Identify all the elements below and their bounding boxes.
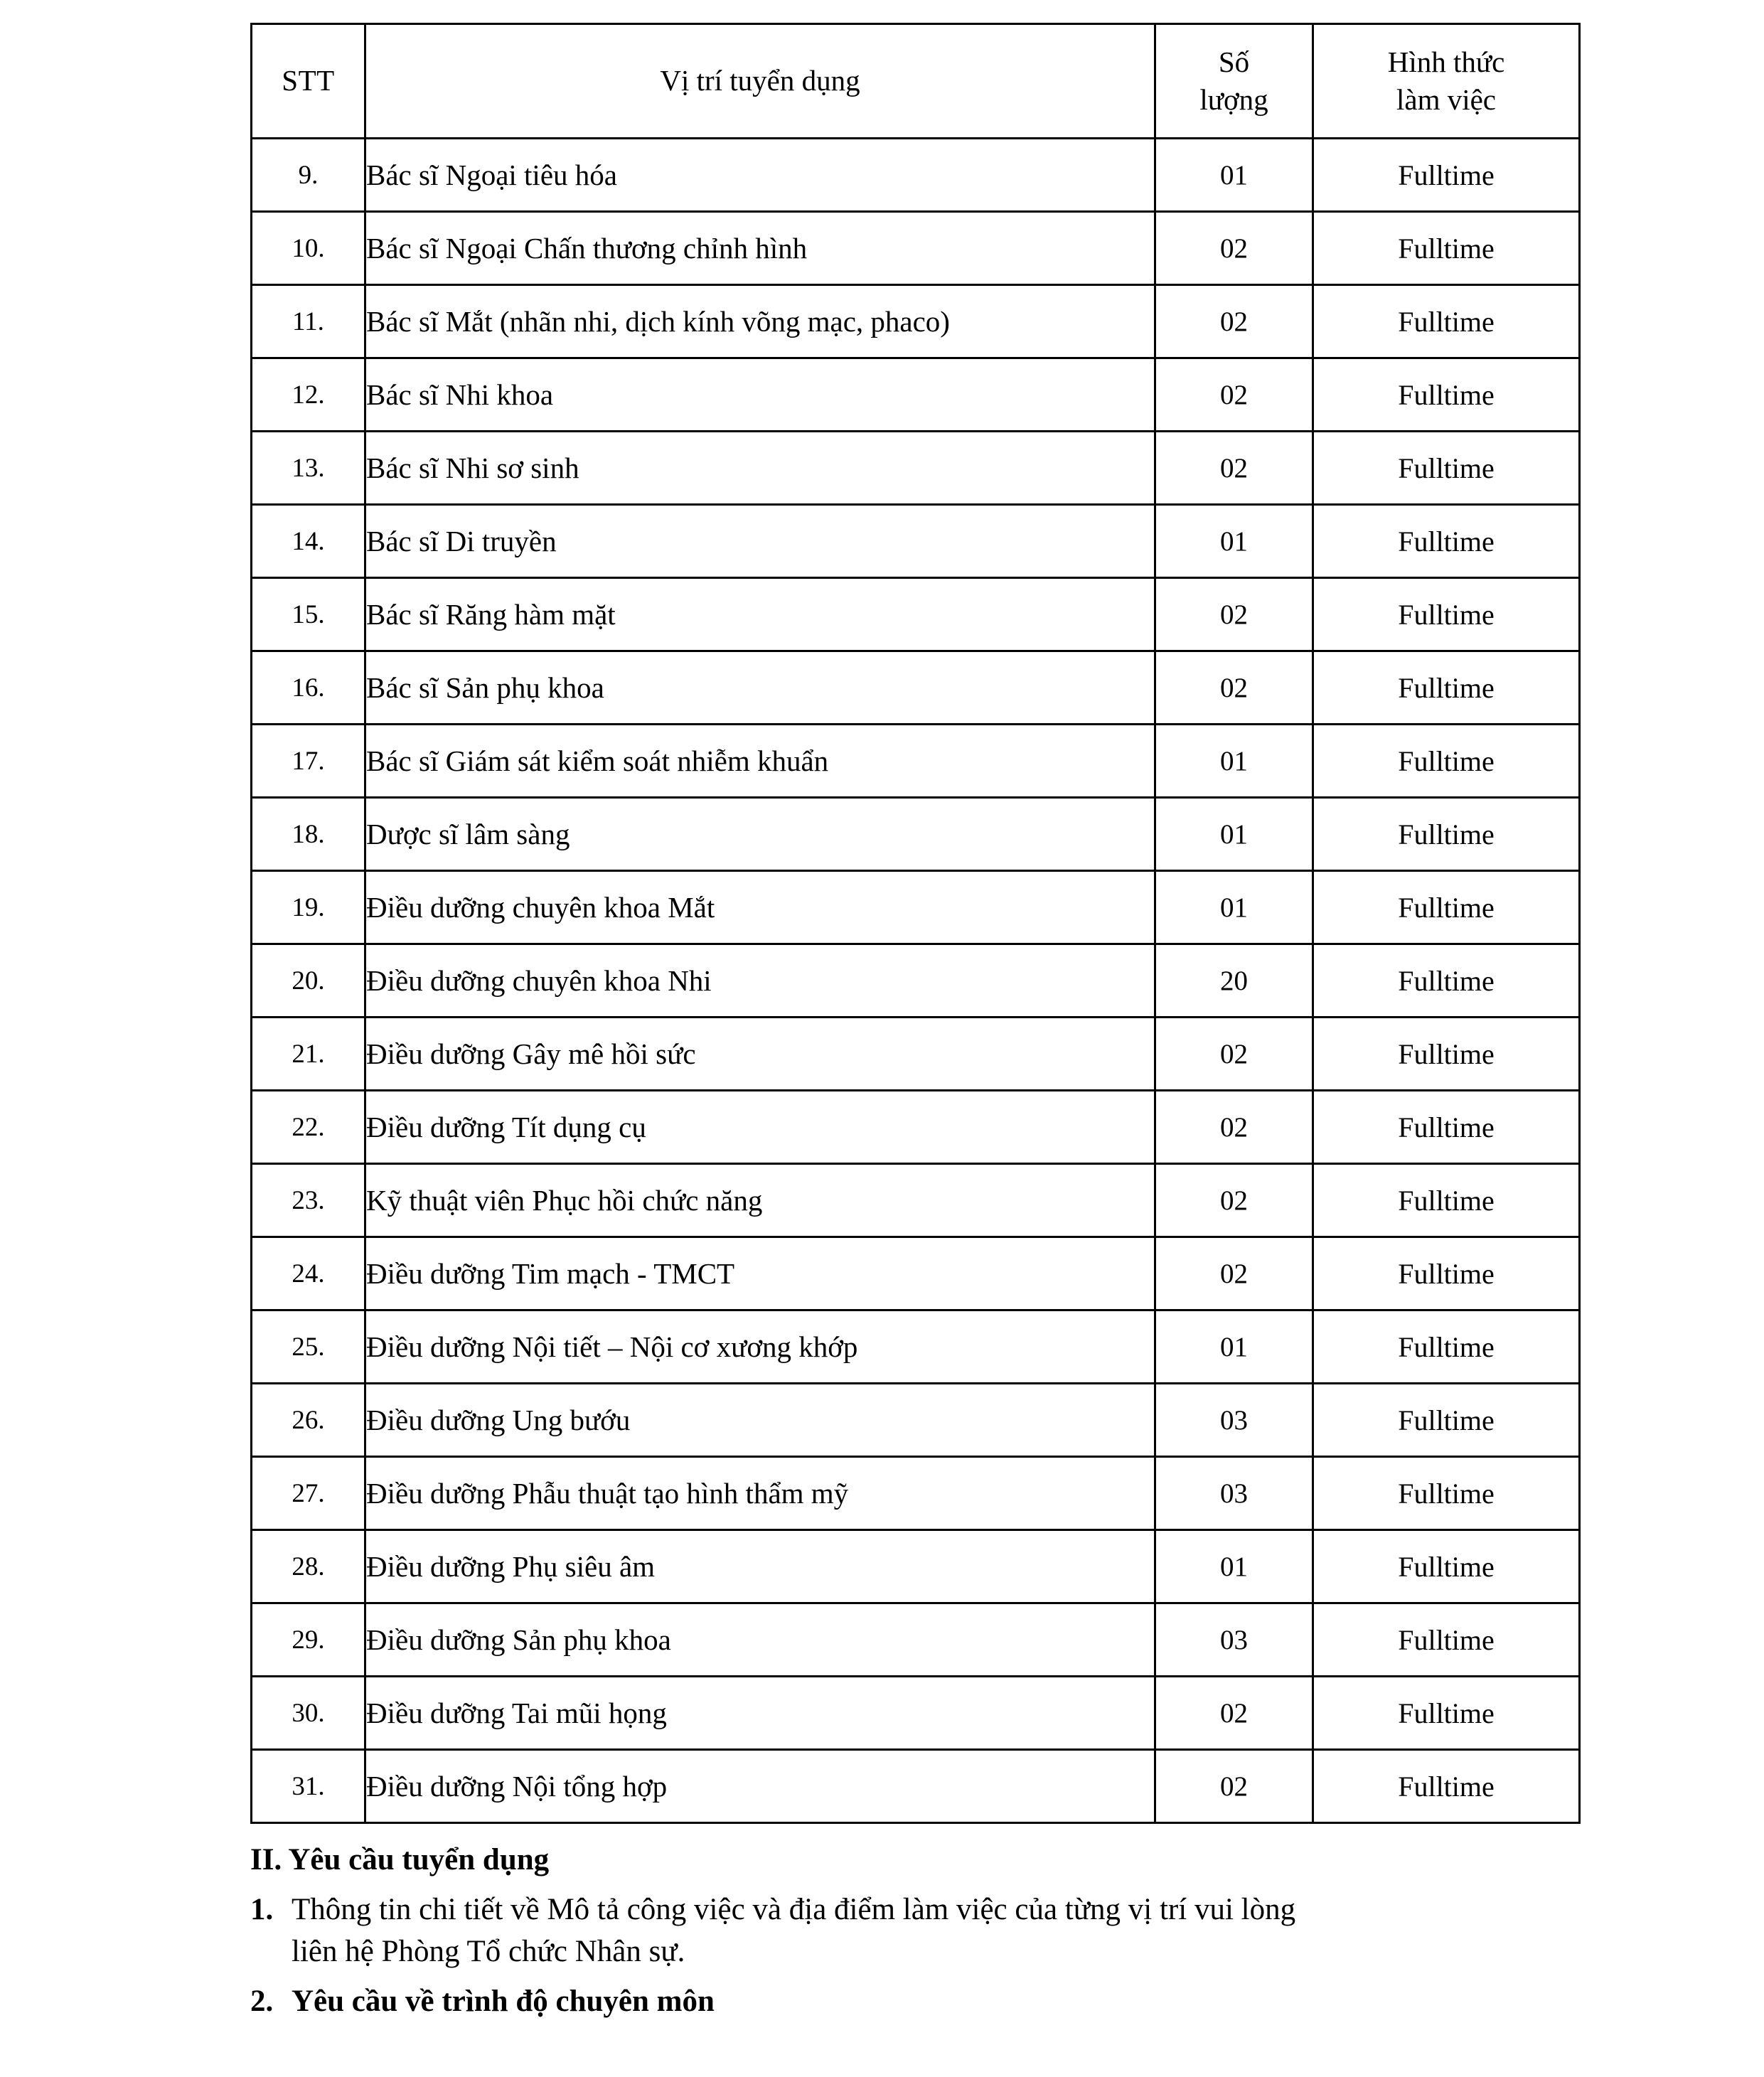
cell-work-type: Fulltime	[1313, 725, 1580, 798]
cell-stt: 9.	[252, 139, 365, 212]
cell-quantity: 01	[1155, 798, 1313, 871]
cell-work-type: Fulltime	[1313, 1164, 1580, 1237]
cell-work-type: Fulltime	[1313, 1018, 1580, 1091]
cell-quantity: 02	[1155, 651, 1313, 725]
column-header-stt: STT	[252, 24, 365, 139]
cell-position: Điều dưỡng chuyên khoa Mắt	[365, 871, 1155, 944]
cell-quantity: 01	[1155, 871, 1313, 944]
cell-stt: 24.	[252, 1237, 365, 1310]
table-row	[252, 1310, 1580, 1384]
cell-quantity: 03	[1155, 1457, 1313, 1530]
cell-work-type: Fulltime	[1313, 871, 1580, 944]
cell-stt: 21.	[252, 1018, 365, 1091]
cell-work-type: Fulltime	[1313, 1603, 1580, 1677]
cell-position: Điều dưỡng Tít dụng cụ	[365, 1091, 1155, 1164]
cell-work-type: Fulltime	[1313, 139, 1580, 212]
table-row	[252, 1457, 1580, 1530]
cell-work-type: Fulltime	[1313, 1530, 1580, 1603]
cell-quantity: 02	[1155, 212, 1313, 285]
cell-work-type: Fulltime	[1313, 285, 1580, 358]
requirement-item-1-number: 1.	[250, 1892, 274, 1926]
table-header-row	[252, 24, 1580, 139]
cell-position: Điều dưỡng chuyên khoa Nhi	[365, 944, 1155, 1018]
cell-work-type: Fulltime	[1313, 1237, 1580, 1310]
cell-work-type: Fulltime	[1313, 651, 1580, 725]
cell-position: Điều dưỡng Tai mũi họng	[365, 1677, 1155, 1750]
cell-position: Kỹ thuật viên Phục hồi chức năng	[365, 1164, 1155, 1237]
column-header-quantity	[1155, 24, 1313, 139]
cell-quantity: 01	[1155, 1310, 1313, 1384]
cell-position: Điều dưỡng Phụ siêu âm	[365, 1530, 1155, 1603]
cell-quantity: 02	[1155, 1091, 1313, 1164]
table-body	[252, 139, 1580, 1823]
cell-stt: 16.	[252, 651, 365, 725]
table-row	[252, 1237, 1580, 1310]
table-row	[252, 1603, 1580, 1677]
cell-position: Điều dưỡng Tim mạch - TMCT	[365, 1237, 1155, 1310]
cell-stt: 20.	[252, 944, 365, 1018]
cell-stt: 18.	[252, 798, 365, 871]
requirement-item-2	[250, 1980, 1615, 2022]
cell-position: Bác sĩ Nhi khoa	[365, 358, 1155, 432]
cell-stt: 29.	[252, 1603, 365, 1677]
cell-work-type: Fulltime	[1313, 1310, 1580, 1384]
table-row	[252, 871, 1580, 944]
cell-quantity: 02	[1155, 358, 1313, 432]
cell-quantity: 02	[1155, 432, 1313, 505]
cell-position: Bác sĩ Nhi sơ sinh	[365, 432, 1155, 505]
cell-work-type: Fulltime	[1313, 1677, 1580, 1750]
recruitment-table-container	[250, 23, 1578, 1824]
cell-position: Bác sĩ Sản phụ khoa	[365, 651, 1155, 725]
requirement-item-1-text	[292, 1889, 1615, 1973]
cell-quantity: 02	[1155, 1237, 1313, 1310]
cell-position: Điều dưỡng Gây mê hồi sức	[365, 1018, 1155, 1091]
cell-stt: 27.	[252, 1457, 365, 1530]
column-header-work-type-line1: Hình thức	[1387, 45, 1505, 78]
cell-quantity: 03	[1155, 1603, 1313, 1677]
table-row	[252, 505, 1580, 578]
column-header-quantity-line2: lượng	[1199, 83, 1268, 116]
cell-work-type: Fulltime	[1313, 432, 1580, 505]
requirement-item-1-line1: Thông tin chi tiết về Mô tả công việc và địa điểm làm việc của từng vị trí vui lòng	[292, 1892, 1296, 1926]
column-header-quantity-line1: Số	[1218, 45, 1250, 78]
cell-work-type: Fulltime	[1313, 798, 1580, 871]
table-row	[252, 725, 1580, 798]
table-row	[252, 1164, 1580, 1237]
column-header-position: Vị trí tuyển dụng	[365, 24, 1155, 139]
cell-work-type: Fulltime	[1313, 944, 1580, 1018]
table-row	[252, 944, 1580, 1018]
column-header-work-type-line2: làm việc	[1396, 83, 1497, 116]
table-row	[252, 139, 1580, 212]
requirement-item-1	[250, 1889, 1615, 1973]
cell-stt: 26.	[252, 1384, 365, 1457]
cell-stt: 22.	[252, 1091, 365, 1164]
requirement-item-2-number: 2.	[250, 1984, 274, 2018]
cell-stt: 17.	[252, 725, 365, 798]
cell-position: Điều dưỡng Sản phụ khoa	[365, 1603, 1155, 1677]
cell-stt: 12.	[252, 358, 365, 432]
table-row	[252, 432, 1580, 505]
table-row	[252, 1384, 1580, 1457]
cell-work-type: Fulltime	[1313, 212, 1580, 285]
table-row	[252, 212, 1580, 285]
cell-stt: 10.	[252, 212, 365, 285]
cell-quantity: 02	[1155, 1164, 1313, 1237]
requirements-section	[250, 1840, 1615, 2029]
cell-quantity: 02	[1155, 578, 1313, 651]
cell-position: Điều dưỡng Ung bướu	[365, 1384, 1155, 1457]
cell-stt: 11.	[252, 285, 365, 358]
column-header-work-type	[1313, 24, 1580, 139]
cell-work-type: Fulltime	[1313, 358, 1580, 432]
cell-position: Bác sĩ Răng hàm mặt	[365, 578, 1155, 651]
requirement-item-2-text: Yêu cầu về trình độ chuyên môn	[292, 1984, 715, 2018]
table-row	[252, 578, 1580, 651]
cell-quantity: 02	[1155, 1018, 1313, 1091]
table-row	[252, 1750, 1580, 1823]
cell-quantity: 01	[1155, 725, 1313, 798]
cell-stt: 13.	[252, 432, 365, 505]
cell-position: Bác sĩ Mắt (nhãn nhi, dịch kính võng mạc, phaco)	[365, 285, 1155, 358]
cell-stt: 15.	[252, 578, 365, 651]
cell-work-type: Fulltime	[1313, 1457, 1580, 1530]
cell-quantity: 01	[1155, 139, 1313, 212]
cell-position: Dược sĩ lâm sàng	[365, 798, 1155, 871]
cell-quantity: 02	[1155, 285, 1313, 358]
cell-work-type: Fulltime	[1313, 578, 1580, 651]
table-row	[252, 1018, 1580, 1091]
cell-stt: 23.	[252, 1164, 365, 1237]
cell-position: Bác sĩ Ngoại tiêu hóa	[365, 139, 1155, 212]
cell-quantity: 02	[1155, 1750, 1313, 1823]
cell-stt: 19.	[252, 871, 365, 944]
cell-quantity: 01	[1155, 1530, 1313, 1603]
table-row	[252, 1091, 1580, 1164]
cell-stt: 30.	[252, 1677, 365, 1750]
cell-position: Bác sĩ Di truyền	[365, 505, 1155, 578]
cell-position: Điều dưỡng Nội tiết – Nội cơ xương khớp	[365, 1310, 1155, 1384]
cell-quantity: 02	[1155, 1677, 1313, 1750]
requirement-item-1-line2: liên hệ Phòng Tổ chức Nhân sự.	[292, 1935, 685, 1969]
cell-work-type: Fulltime	[1313, 505, 1580, 578]
cell-work-type: Fulltime	[1313, 1384, 1580, 1457]
cell-position: Điều dưỡng Nội tổng hợp	[365, 1750, 1155, 1823]
table-row	[252, 798, 1580, 871]
cell-stt: 14.	[252, 505, 365, 578]
cell-position: Bác sĩ Giám sát kiểm soát nhiễm khuẩn	[365, 725, 1155, 798]
cell-stt: 25.	[252, 1310, 365, 1384]
table-row	[252, 358, 1580, 432]
table-row	[252, 1677, 1580, 1750]
cell-position: Bác sĩ Ngoại Chấn thương chỉnh hình	[365, 212, 1155, 285]
section-heading-ii: II. Yêu cầu tuyển dụng	[250, 1843, 550, 1876]
recruitment-table	[250, 23, 1581, 1824]
cell-work-type: Fulltime	[1313, 1750, 1580, 1823]
cell-stt: 28.	[252, 1530, 365, 1603]
cell-quantity: 03	[1155, 1384, 1313, 1457]
cell-quantity: 01	[1155, 505, 1313, 578]
table-header	[252, 24, 1580, 139]
cell-work-type: Fulltime	[1313, 1091, 1580, 1164]
cell-quantity: 20	[1155, 944, 1313, 1018]
cell-stt: 31.	[252, 1750, 365, 1823]
table-row	[252, 285, 1580, 358]
table-row	[252, 1530, 1580, 1603]
table-row	[252, 651, 1580, 725]
cell-position: Điều dưỡng Phẫu thuật tạo hình thẩm mỹ	[365, 1457, 1155, 1530]
